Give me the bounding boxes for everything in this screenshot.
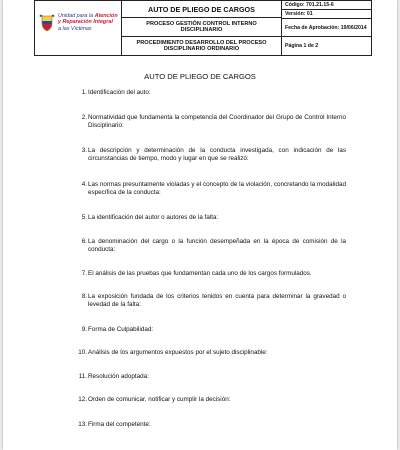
logo-text-line1: Unidad para la (58, 13, 94, 19)
list-item-text: Resolución adoptada: (88, 373, 149, 380)
list-item-number: 1. (81, 89, 87, 96)
list-item-text: La exposición fundada de los criterios tenidos en cuenta para determinar la gravedad o levedad de la falta: (88, 293, 346, 309)
document-heading: AUTO DE PLIEGO DE CARGOS (144, 72, 256, 81)
list-item-text: La identificación del autor o autores de la falta: (88, 214, 219, 221)
document-page (3, 0, 397, 450)
logo-text-line3: a las Víctimas (58, 25, 92, 32)
list-item-text: Firma del competente: (88, 421, 151, 428)
list-item-number: 11. (78, 373, 87, 380)
header-procedure: PROCEDIMIENTO DESARROLLO DEL PROCESO DISCIPLINARIO ORDINARIO (122, 37, 282, 55)
logo-cell (35, 1, 122, 55)
list-item-text: Identificación del auto: (88, 89, 151, 96)
document-header-table (34, 0, 372, 56)
list-item-text: Normatividad que fundamenta la competencia del Coordinador del Grupo de Control Interno Disciplinario: (88, 114, 346, 130)
header-version: Versión: 01 (282, 10, 371, 19)
list-item-number: 4. (81, 181, 87, 188)
header-title: AUTO DE PLIEGO DE CARGOS (122, 1, 282, 18)
header-code: Código: 701.21.15-6 (282, 1, 371, 10)
coat-of-arms-icon (39, 14, 55, 32)
list-item-number: 2. (81, 114, 87, 121)
list-item-text: Las normas presuntamente violadas y el concepto de la violación, concretando la modalidad específica de la conducta: (88, 181, 346, 197)
list-item-number: 9. (81, 326, 87, 333)
logo-text-accent: Atención (94, 13, 118, 19)
list-item-text: La denominación del cargo o la función desempeñada en la época de comisión de la conducta: (88, 238, 346, 254)
list-item-text: Forma de Culpabilidad: (88, 326, 154, 333)
list-item-number: 6. (81, 238, 87, 245)
list-item-number: 10. (78, 349, 87, 356)
header-page-number: Página 1 de 2 (285, 43, 319, 49)
list-item-text: Análisis de los argumentos expuestos por el sujeto disciplinable: (88, 349, 268, 356)
list-item-number: 8. (81, 293, 87, 300)
list-item-number: 13. (78, 421, 87, 428)
header-approval-date: Fecha de Aprobación: 19/06/2014 (282, 19, 371, 37)
logo-text-line2: y Reparación Integral (58, 19, 113, 26)
list-item-text: La descripción y determinación de la conducta investigada, con indicación de las circunstancias de tiempo, modo y lugar en que se realizó: (88, 147, 346, 163)
list-item-text: El análisis de las pruebas que fundamentan cada uno de los cargos formulados. (88, 270, 312, 277)
organization-logo (39, 11, 119, 45)
list-item-number: 7. (81, 270, 87, 277)
list-item-number: 12. (78, 396, 87, 403)
header-process: PROCESO GESTIÓN CONTROL INTERNO DISCIPLINARIO (122, 18, 282, 37)
list-item-number: 5. (81, 214, 87, 221)
list-item-text: Orden de comunicar, notificar y cumplir la decisión: (88, 396, 231, 403)
list-item-number: 3. (81, 147, 87, 154)
